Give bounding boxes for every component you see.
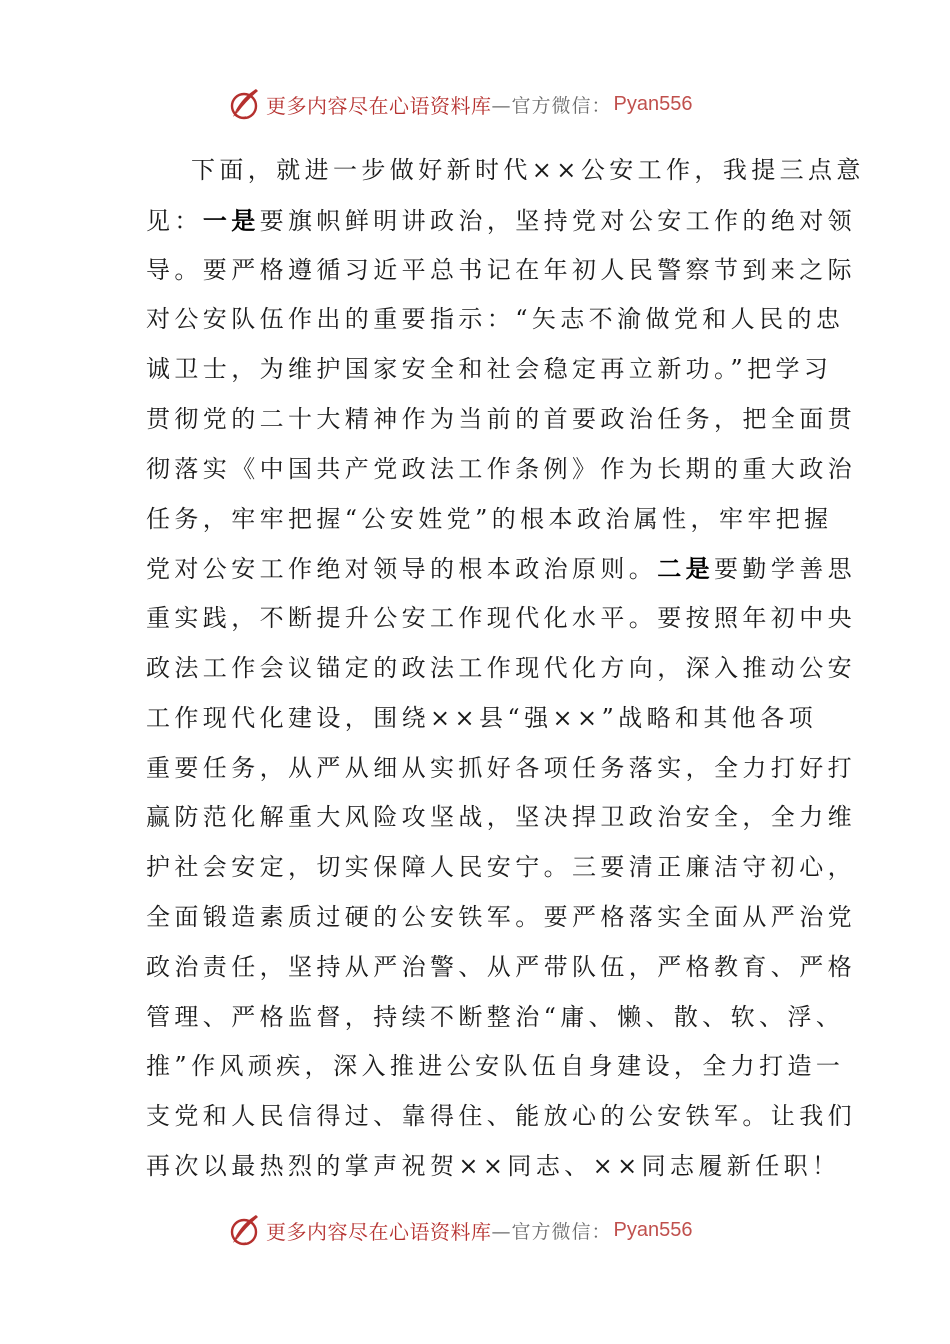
text-line xyxy=(146,196,857,246)
text-line: 赢防范化解重大风险攻坚战，坚决捍卫政治安全，全力维 xyxy=(146,803,856,832)
text-line: 重实践，不断提升公安工作现代化水平。要按照年初中央 xyxy=(146,604,856,633)
bold-ordinal-first: 一是 xyxy=(202,205,260,235)
text-line: 诚卫士，为维护国家安全和社会稳定再立新功。”把学习 xyxy=(146,355,833,384)
header-watermark-banner xyxy=(226,84,692,124)
text-line: 重要任务，从严从细从实抓好各项任务落实，全力打好打 xyxy=(146,753,856,782)
speech-paragraph xyxy=(146,146,865,1192)
text-line: 工作现代化建设，围绕××县“强××”战略和其他各项 xyxy=(146,703,817,732)
banner-main-text: 更多内容尽在心语资料库 xyxy=(266,93,492,118)
text-line: 支党和人民信得过、靠得住、能放心的公安铁军。让我们 xyxy=(146,1102,856,1131)
text-line: 再次以最热烈的掌声祝贺××同志、××同志履新任职！ xyxy=(146,1151,841,1180)
text-segment: 要旗帜鲜明讲政治，坚持党对公安工作的绝对领 xyxy=(259,206,857,235)
banner-main-text: 更多内容尽在心语资料库 xyxy=(266,1219,492,1244)
text-segment: 党对公安工作绝对领导的根本政治原则。 xyxy=(146,555,658,584)
text-line: 下面，就进一步做好新时代××公安工作，我提三点意 xyxy=(191,156,865,184)
text-line: 导。要严格遵循习近平总书记在年初人民警察节到来之际 xyxy=(146,255,856,284)
banner-sub-text: —官方微信： xyxy=(491,94,612,117)
banner-wechat-id: Pyan556 xyxy=(613,1218,693,1241)
banner-wechat-id: Pyan556 xyxy=(613,92,693,115)
footer-watermark-banner xyxy=(226,1210,692,1250)
quill-pen-logo-icon xyxy=(226,1212,262,1248)
text-line: 任务，牢牢把握“公安姓党”的根本政治属性，牢牢把握 xyxy=(146,504,833,533)
text-line: 政治责任，坚持从严治警、从严带队伍，严格教育、严格 xyxy=(146,952,856,981)
banner-sub-text: —官方微信： xyxy=(491,1220,612,1243)
text-line: 护社会安定，切实保障人民安宁。三要清正廉洁守初心， xyxy=(146,853,856,882)
text-line: 管理、严格监督，持续不断整治“庸、懒、散、软、浮、 xyxy=(146,1002,845,1031)
text-line: 对公安队伍作出的重要指示：“矢志不渝做党和人民的忠 xyxy=(146,305,845,334)
text-line: 彻落实《中国共产党政法工作条例》作为长期的重大政治 xyxy=(146,454,856,483)
text-line: 推”作风顽疾，深入推进公安队伍自身建设，全力打造一 xyxy=(146,1052,845,1081)
text-line: 政法工作会议锚定的政法工作现代化方向，深入推动公安 xyxy=(146,653,856,682)
text-line: 贯彻党的二十大精神作为当前的首要政治任务，把全面贯 xyxy=(146,404,856,433)
text-line: 全面锻造素质过硬的公安铁军。要严格落实全面从严治党 xyxy=(146,902,856,931)
quill-pen-logo-icon xyxy=(226,86,262,122)
bold-ordinal-second: 二是 xyxy=(657,554,715,584)
text-line xyxy=(146,544,857,594)
text-segment: 见： xyxy=(146,206,203,235)
text-segment: 要勤学善思 xyxy=(714,555,857,584)
